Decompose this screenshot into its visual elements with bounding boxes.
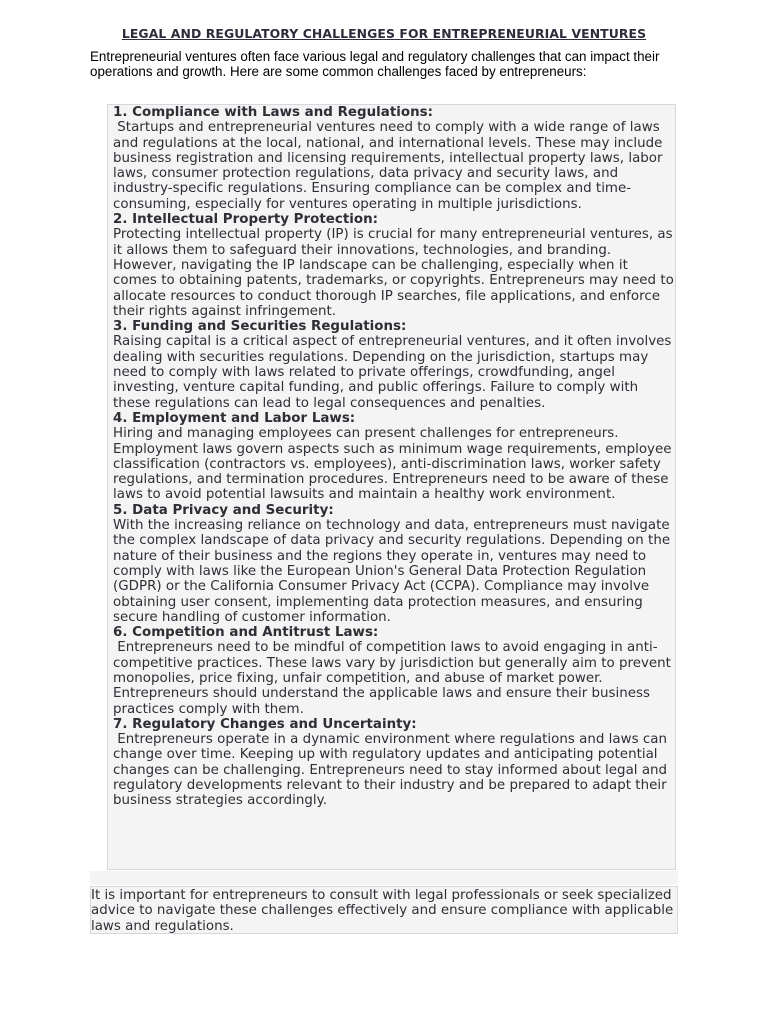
document-title: LEGAL AND REGULATORY CHALLENGES FOR ENTREPRENEURIAL VENTURES xyxy=(121,26,647,41)
section-competition-antitrust xyxy=(113,625,675,717)
section-regulatory-changes xyxy=(113,717,675,809)
section-employment-labor xyxy=(113,411,675,503)
section-body: Protecting intellectual property (IP) is crucial for many entrepreneurial ventures, as it allows them to safeguard their innovations, technologies, and branding. However, navigating the IP landscape can be challenging, especially when it comes to obtaining patents, trademarks, or copyrights. Entrepreneurs may need to allocate resources to conduct thorough IP searches, file applications, and enforce their rights against infringement. xyxy=(113,227,679,319)
section-heading: 1. Compliance with Laws and Regulations: xyxy=(113,105,433,120)
section-body: Raising capital is a critical aspect of entrepreneurial ventures, and it often involves dealing with securities regulations. Depending on the jurisdiction, startups may need to comply with laws related to private offerings, crowdfunding, angel investing, venture capital funding, and public offerings. Failure to comply with these regulations can lead to legal consequences and penalties. xyxy=(113,334,676,411)
section-heading: 2. Intellectual Property Protection: xyxy=(113,212,379,228)
section-heading: 6. Competition and Antitrust Laws: xyxy=(113,625,379,641)
section-body: Startups and entrepreneurial ventures need to comply with a wide range of laws and regulations at the local, national, and international levels. These may include business registration and licensing requirements, intellectual property laws, labor laws, consumer protection regulations, data privacy and security laws, and industry-specific regulations. Ensuring compliance can be complex and time-consuming, especially for ventures operating in multiple jurisdictions. xyxy=(113,120,667,212)
spacer-block xyxy=(90,871,678,885)
section-heading: 3. Funding and Securities Regulations: xyxy=(113,319,407,335)
section-body: Entrepreneurs need to be mindful of competition laws to avoid engaging in anti-competitive practices. These laws vary by jurisdiction but generally aim to prevent monopolies, price fixing, unfair competition, and abuse of market power. Entrepreneurs should understand the applicable laws and ensure their business practices comply with them. xyxy=(113,640,676,717)
section-heading: 4. Employment and Labor Laws: xyxy=(113,410,356,426)
section-heading: 7. Regulatory Changes and Uncertainty: xyxy=(113,716,417,732)
section-body: With the increasing reliance on technology and data, entrepreneurs must navigate the complex landscape of data privacy and security regulations. Depending on the nature of their business and the regions they operate in, ventures may need to comply with laws like the European Union's General Data Protection Regulation (GDPR) or the California Consumer Privacy Act (CCPA). Compliance may involve obtaining user consent, implementing data protection measures, and ensuring secure handling of customer information. xyxy=(113,518,675,625)
section-data-privacy xyxy=(113,503,675,625)
intro-paragraph: Entrepreneurial ventures often face various legal and regulatory challenges that can impact their operations and growth. Here are some common challenges faced by entrepreneurs: xyxy=(90,49,660,80)
challenges-list xyxy=(107,104,679,870)
section-body: Hiring and managing employees can present challenges for entrepreneurs. Employment laws govern aspects such as minimum wage requirements, employee classification (contractors vs. employees), anti-discrimination laws, worker safety regulations, and termination procedures. Entrepreneurs need to be aware of these laws to avoid potential lawsuits and maintain a healthy work environment. xyxy=(113,426,676,503)
section-body: Entrepreneurs operate in a dynamic environment where regulations and laws can change over time. Keeping up with regulatory updates and anticipating potential changes can be challenging. Entrepreneurs need to stay informed about legal and regulatory developments relevant to their industry and be prepared to adapt their business strategies accordingly. xyxy=(113,732,672,809)
closing-paragraph: It is important for entrepreneurs to consult with legal professionals or seek specialized advice to navigate these challenges effectively and ensure compliance with applicable laws and regulations. xyxy=(90,886,678,934)
section-funding-securities xyxy=(113,319,675,411)
section-heading: 5. Data Privacy and Security: xyxy=(113,502,334,518)
section-ip-protection xyxy=(113,212,679,319)
section-compliance xyxy=(113,105,675,212)
